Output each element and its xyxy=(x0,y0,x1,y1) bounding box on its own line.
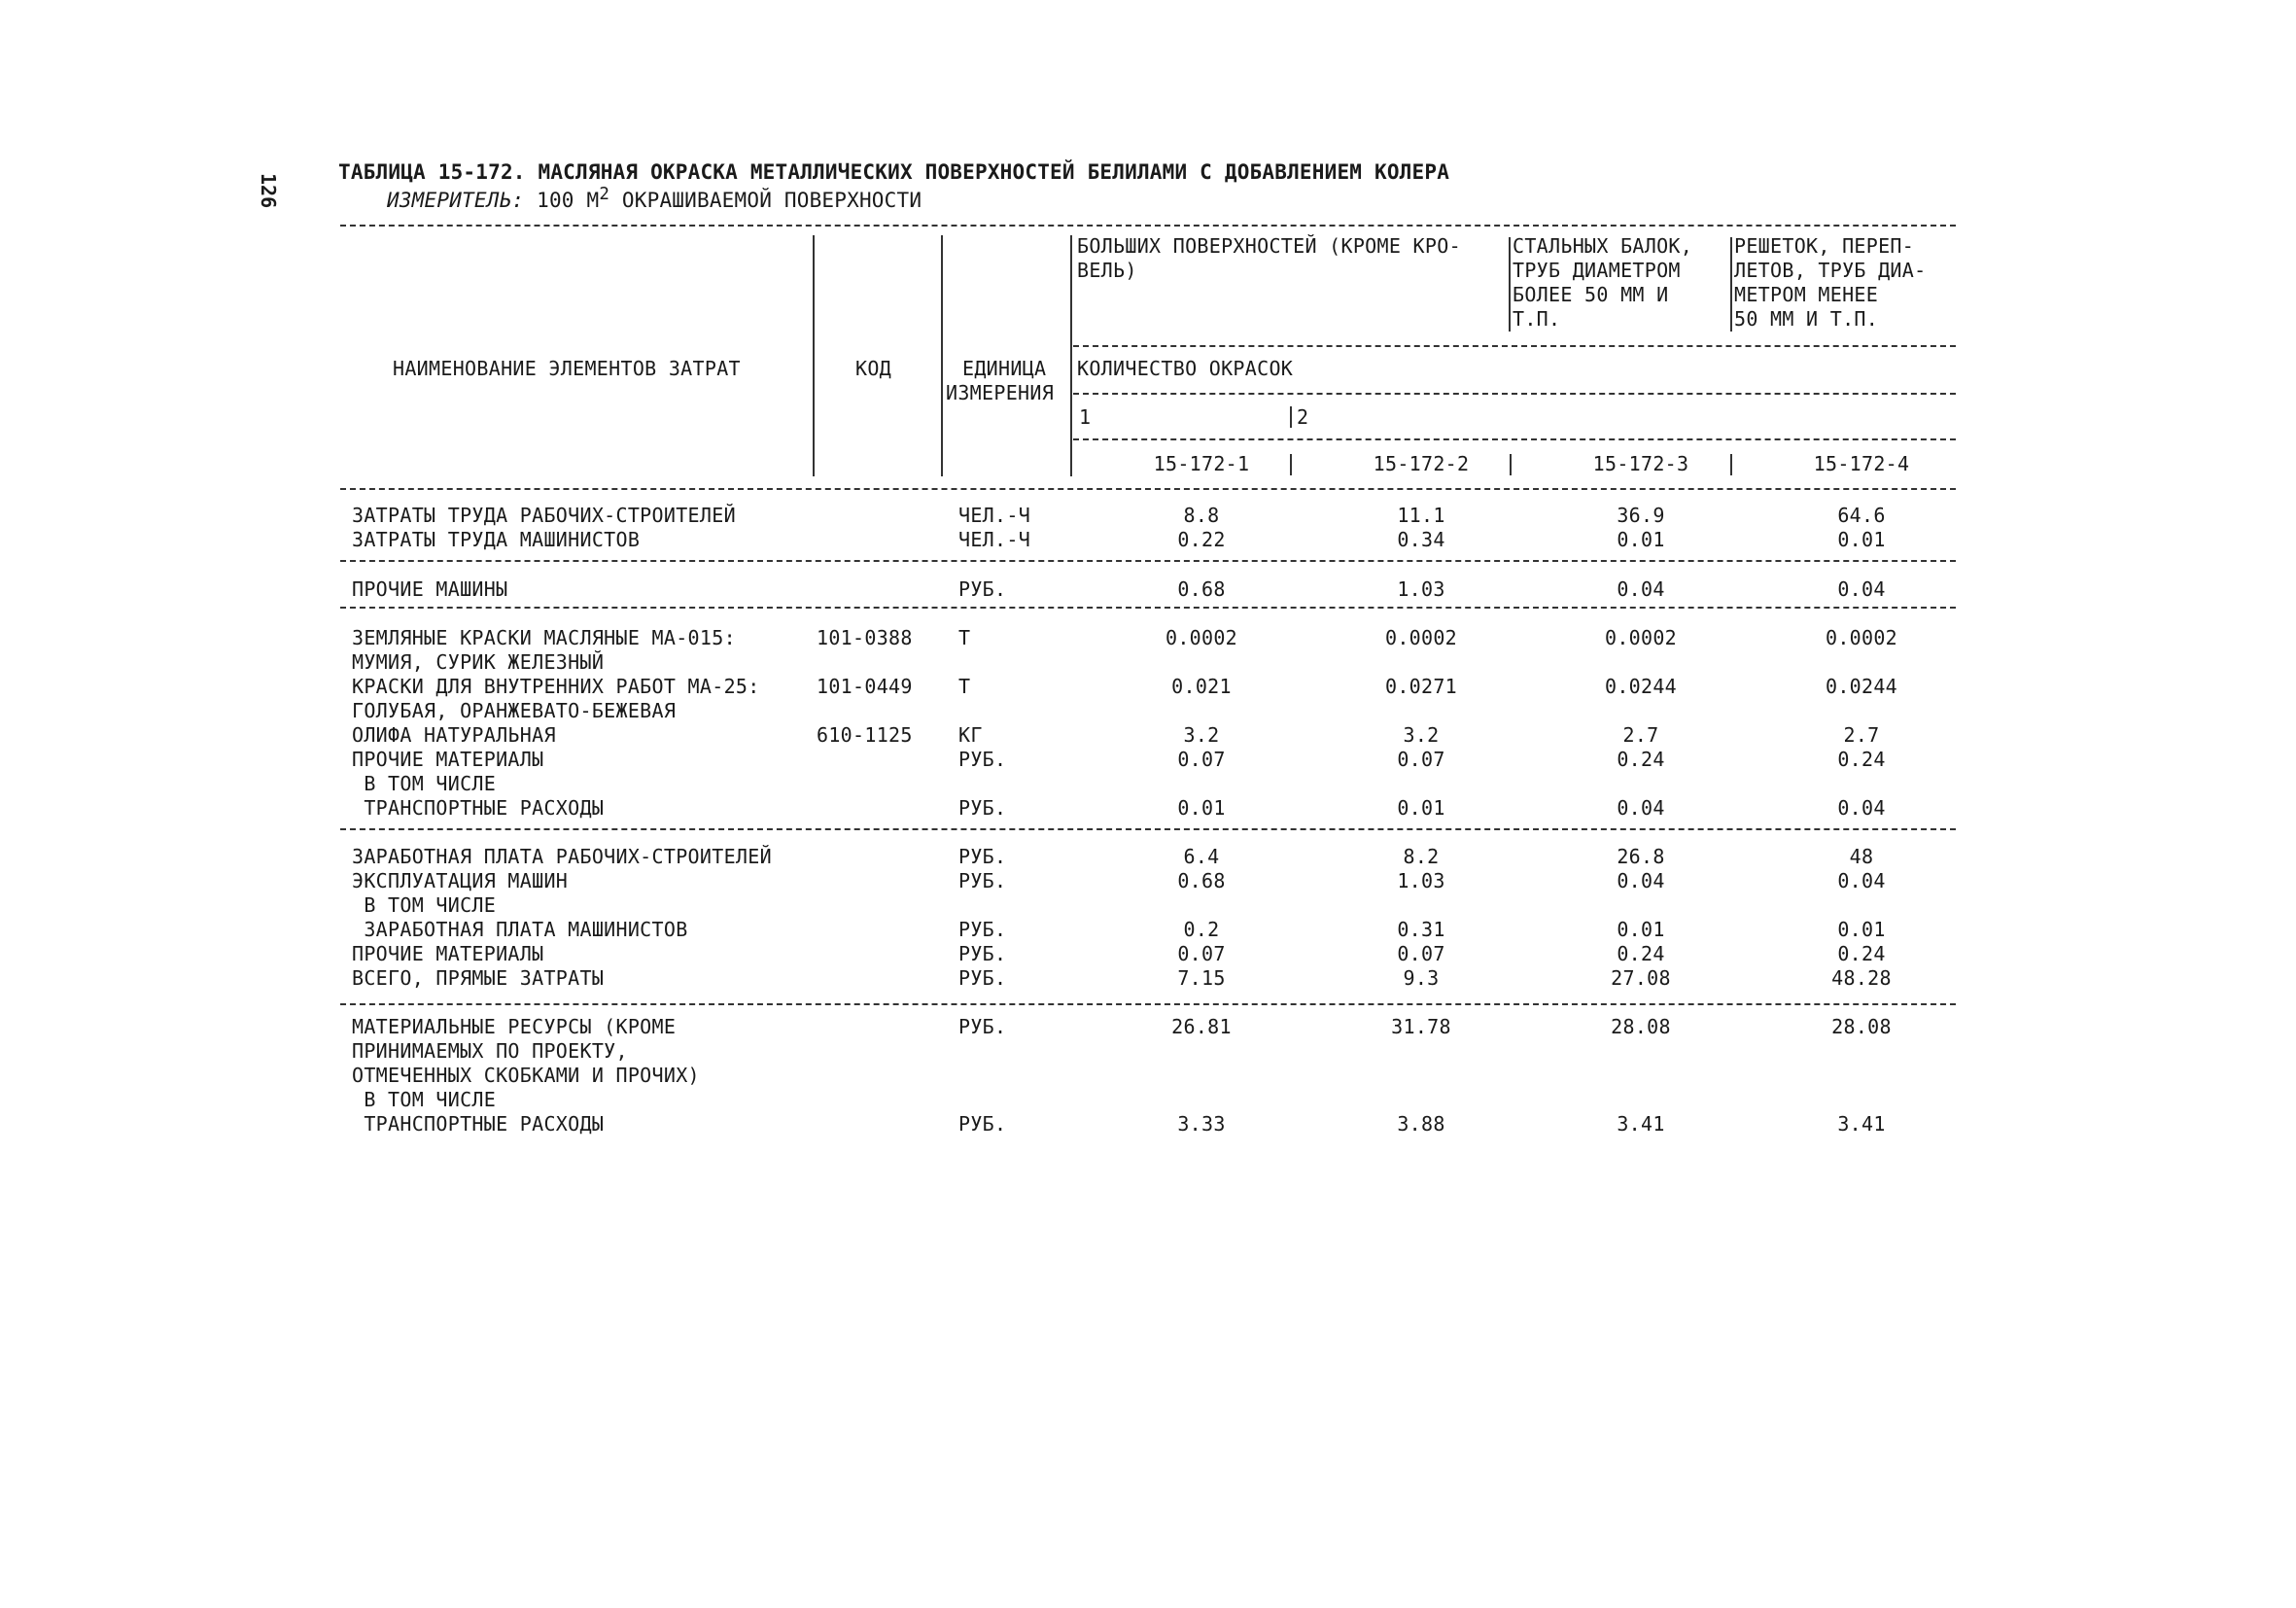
rule-top xyxy=(340,225,1956,227)
header-unit-1: ЕДИНИЦА xyxy=(962,357,1047,380)
row-unit: РУБ. xyxy=(958,748,1007,771)
rule-section-4 xyxy=(340,1003,1956,1005)
header-code: КОД xyxy=(855,357,892,380)
row-value: 0.07 xyxy=(1177,748,1226,771)
row-code: 610-1125 xyxy=(817,723,913,747)
row-value: 8.8 xyxy=(1183,504,1220,527)
row-value: 0.31 xyxy=(1397,918,1445,941)
row-value: 26.8 xyxy=(1617,845,1665,868)
vbar-name xyxy=(813,235,815,476)
row-value: 0.01 xyxy=(1837,528,1886,551)
row-name: В ТОМ ЧИСЛЕ xyxy=(352,772,497,795)
row-value: 0.0002 xyxy=(1165,626,1238,649)
row-unit: РУБ. xyxy=(958,845,1007,868)
row-value: 28.08 xyxy=(1611,1015,1671,1038)
group3-line-4: 50 ММ И Т.П. xyxy=(1734,307,1879,331)
row-name: В ТОМ ЧИСЛЕ xyxy=(352,1088,497,1111)
vbar-code xyxy=(941,235,943,476)
row-name: ГОЛУБАЯ, ОРАНЖЕВАТО-БЕЖЕВАЯ xyxy=(352,699,677,722)
row-value: 36.9 xyxy=(1617,504,1665,527)
group2-line-3: БОЛЕЕ 50 ММ И xyxy=(1513,283,1669,306)
row-value: 0.01 xyxy=(1837,918,1886,941)
vbar-code3 xyxy=(1510,454,1512,475)
row-name: КРАСКИ ДЛЯ ВНУТРЕННИХ РАБОТ МА-25: xyxy=(352,675,760,698)
row-value: 48 xyxy=(1849,845,1874,868)
row-value: 8.2 xyxy=(1403,845,1440,868)
measure-sup: 2 xyxy=(599,185,610,204)
code-col-3: 15-172-3 xyxy=(1592,452,1689,475)
group2-line-1: СТАЛЬНЫХ БАЛОК, xyxy=(1513,234,1693,258)
row-unit: РУБ. xyxy=(958,1112,1007,1136)
row-value: 31.78 xyxy=(1391,1015,1451,1038)
measure-line xyxy=(387,185,922,212)
row-value: 0.04 xyxy=(1837,796,1886,820)
group2-line-2: ТРУБ ДИАМЕТРОМ xyxy=(1513,259,1681,282)
measure-label: ИЗМЕРИТЕЛЬ: xyxy=(387,189,525,212)
row-value: 3.33 xyxy=(1177,1112,1226,1136)
row-value: 0.22 xyxy=(1177,528,1226,551)
row-value: 2.7 xyxy=(1622,723,1659,747)
row-value: 0.021 xyxy=(1171,675,1232,698)
row-value: 0.04 xyxy=(1837,869,1886,892)
row-name: В ТОМ ЧИСЛЕ xyxy=(352,893,497,917)
row-value: 26.81 xyxy=(1171,1015,1232,1038)
row-unit: РУБ. xyxy=(958,796,1007,820)
row-value: 0.24 xyxy=(1617,748,1665,771)
row-unit: РУБ. xyxy=(958,942,1007,965)
row-value: 0.01 xyxy=(1617,918,1665,941)
row-name: ЗАТРАТЫ ТРУДА РАБОЧИХ-СТРОИТЕЛЕЙ xyxy=(352,504,736,527)
group2-line-4: Т.П. xyxy=(1513,307,1561,331)
count-2: 2 xyxy=(1297,405,1309,429)
row-value: 1.03 xyxy=(1397,577,1445,601)
table-title: ТАБЛИЦА 15-172. МАСЛЯНАЯ ОКРАСКА МЕТАЛЛИЧЕСКИХ ПОВЕРХНОСТЕЙ БЕЛИЛАМИ С ДОБАВЛЕНИЕМ КОЛЕРА xyxy=(338,160,1450,184)
vbar-code2 xyxy=(1290,454,1292,475)
rule-section-2 xyxy=(340,607,1956,609)
row-value: 0.24 xyxy=(1837,942,1886,965)
row-value: 3.41 xyxy=(1617,1112,1665,1136)
row-value: 0.0244 xyxy=(1825,675,1898,698)
vbar-group3 xyxy=(1730,237,1732,332)
rule-section-3 xyxy=(340,828,1956,830)
row-value: 0.24 xyxy=(1837,748,1886,771)
row-value: 7.15 xyxy=(1177,966,1226,990)
count-label: КОЛИЧЕСТВО ОКРАСОК xyxy=(1077,357,1294,380)
row-value: 3.2 xyxy=(1183,723,1220,747)
row-value: 64.6 xyxy=(1837,504,1886,527)
vbar-count2 xyxy=(1290,406,1292,428)
row-value: 3.2 xyxy=(1403,723,1440,747)
row-unit: РУБ. xyxy=(958,1015,1007,1038)
row-unit: КГ xyxy=(958,723,983,747)
row-value: 0.34 xyxy=(1397,528,1445,551)
row-code: 101-0388 xyxy=(817,626,913,649)
row-value: 3.41 xyxy=(1837,1112,1886,1136)
row-value: 0.0244 xyxy=(1604,675,1678,698)
row-value: 0.07 xyxy=(1397,942,1445,965)
count-1: 1 xyxy=(1079,405,1092,429)
row-name: МАТЕРИАЛЬНЫЕ РЕСУРСЫ (КРОМЕ xyxy=(352,1015,677,1038)
row-unit: Т xyxy=(958,626,971,649)
code-col-2: 15-172-2 xyxy=(1373,452,1470,475)
row-name: ЗЕМЛЯНЫЕ КРАСКИ МАСЛЯНЫЕ МА-015: xyxy=(352,626,736,649)
row-name: ЭКСПЛУАТАЦИЯ МАШИН xyxy=(352,869,569,892)
rule-header-3 xyxy=(1073,438,1956,440)
code-col-1: 15-172-1 xyxy=(1153,452,1250,475)
row-value: 6.4 xyxy=(1183,845,1220,868)
row-value: 3.88 xyxy=(1397,1112,1445,1136)
row-name: МУМИЯ, СУРИК ЖЕЛЕЗНЫЙ xyxy=(352,650,605,674)
row-unit: РУБ. xyxy=(958,966,1007,990)
code-col-4: 15-172-4 xyxy=(1813,452,1910,475)
rule-header-bottom xyxy=(340,488,1956,490)
row-name: ЗАТРАТЫ ТРУДА МАШИНИСТОВ xyxy=(352,528,641,551)
row-value: 0.0002 xyxy=(1604,626,1678,649)
row-value: 0.01 xyxy=(1177,796,1226,820)
row-value: 0.07 xyxy=(1177,942,1226,965)
row-unit: РУБ. xyxy=(958,918,1007,941)
vbar-group2 xyxy=(1509,237,1511,332)
row-name: ПРИНИМАЕМЫХ ПО ПРОЕКТУ, xyxy=(352,1039,628,1063)
group3-line-1: РЕШЕТОК, ПЕРЕП- xyxy=(1734,234,1915,258)
measure-object: ОКРАШИВАЕМОЙ ПОВЕРХНОСТИ xyxy=(609,189,922,212)
row-value: 9.3 xyxy=(1403,966,1440,990)
group1-line-1: БОЛЬШИХ ПОВЕРХНОСТЕЙ (КРОМЕ КРО- xyxy=(1077,234,1461,258)
row-name: ЗАРАБОТНАЯ ПЛАТА МАШИНИСТОВ xyxy=(352,918,688,941)
row-unit: Т xyxy=(958,675,971,698)
row-value: 28.08 xyxy=(1831,1015,1892,1038)
row-value: 27.08 xyxy=(1611,966,1671,990)
row-name: ВСЕГО, ПРЯМЫЕ ЗАТРАТЫ xyxy=(352,966,605,990)
vbar-unit xyxy=(1070,235,1072,476)
row-value: 0.04 xyxy=(1617,577,1665,601)
row-value: 0.68 xyxy=(1177,869,1226,892)
row-unit: РУБ. xyxy=(958,869,1007,892)
group3-line-2: ЛЕТОВ, ТРУБ ДИА- xyxy=(1734,259,1927,282)
row-value: 0.0002 xyxy=(1825,626,1898,649)
rule-header-2 xyxy=(1073,393,1956,395)
row-value: 0.24 xyxy=(1617,942,1665,965)
row-name: ЗАРАБОТНАЯ ПЛАТА РАБОЧИХ-СТРОИТЕЛЕЙ xyxy=(352,845,772,868)
row-value: 0.04 xyxy=(1617,869,1665,892)
row-value: 0.01 xyxy=(1617,528,1665,551)
measure-value: 100 М xyxy=(537,189,600,212)
row-unit: ЧЕЛ.-Ч xyxy=(958,528,1031,551)
row-value: 11.1 xyxy=(1397,504,1445,527)
row-name: ПРОЧИЕ МАТЕРИАЛЫ xyxy=(352,942,544,965)
row-name: ПРОЧИЕ МАТЕРИАЛЫ xyxy=(352,748,544,771)
rule-header-1 xyxy=(1073,345,1956,347)
row-value: 0.04 xyxy=(1617,796,1665,820)
group3-line-3: МЕТРОМ МЕНЕЕ xyxy=(1734,283,1879,306)
row-name: ОТМЕЧЕННЫХ СКОБКАМИ И ПРОЧИХ) xyxy=(352,1064,700,1087)
row-unit: ЧЕЛ.-Ч xyxy=(958,504,1031,527)
rule-section-1 xyxy=(340,560,1956,562)
vbar-code4 xyxy=(1730,454,1732,475)
row-value: 0.01 xyxy=(1397,796,1445,820)
row-value: 1.03 xyxy=(1397,869,1445,892)
group1-line-2: ВЕЛЬ) xyxy=(1077,259,1137,282)
row-code: 101-0449 xyxy=(817,675,913,698)
row-name: ПРОЧИЕ МАШИНЫ xyxy=(352,577,508,601)
row-value: 48.28 xyxy=(1831,966,1892,990)
row-name: ТРАНСПОРТНЫЕ РАСХОДЫ xyxy=(352,796,605,820)
row-unit: РУБ. xyxy=(958,577,1007,601)
row-value: 0.2 xyxy=(1183,918,1220,941)
row-value: 0.07 xyxy=(1397,748,1445,771)
header-unit-2: ИЗМЕРЕНИЯ xyxy=(946,381,1055,404)
page-number: 126 xyxy=(257,173,280,209)
row-value: 0.0002 xyxy=(1384,626,1458,649)
row-value: 0.04 xyxy=(1837,577,1886,601)
row-value: 0.0271 xyxy=(1384,675,1458,698)
row-value: 0.68 xyxy=(1177,577,1226,601)
row-value: 2.7 xyxy=(1843,723,1880,747)
row-name: ОЛИФА НАТУРАЛЬНАЯ xyxy=(352,723,556,747)
header-name: НАИМЕНОВАНИЕ ЭЛЕМЕНТОВ ЗАТРАТ xyxy=(393,357,741,380)
row-name: ТРАНСПОРТНЫЕ РАСХОДЫ xyxy=(352,1112,605,1136)
